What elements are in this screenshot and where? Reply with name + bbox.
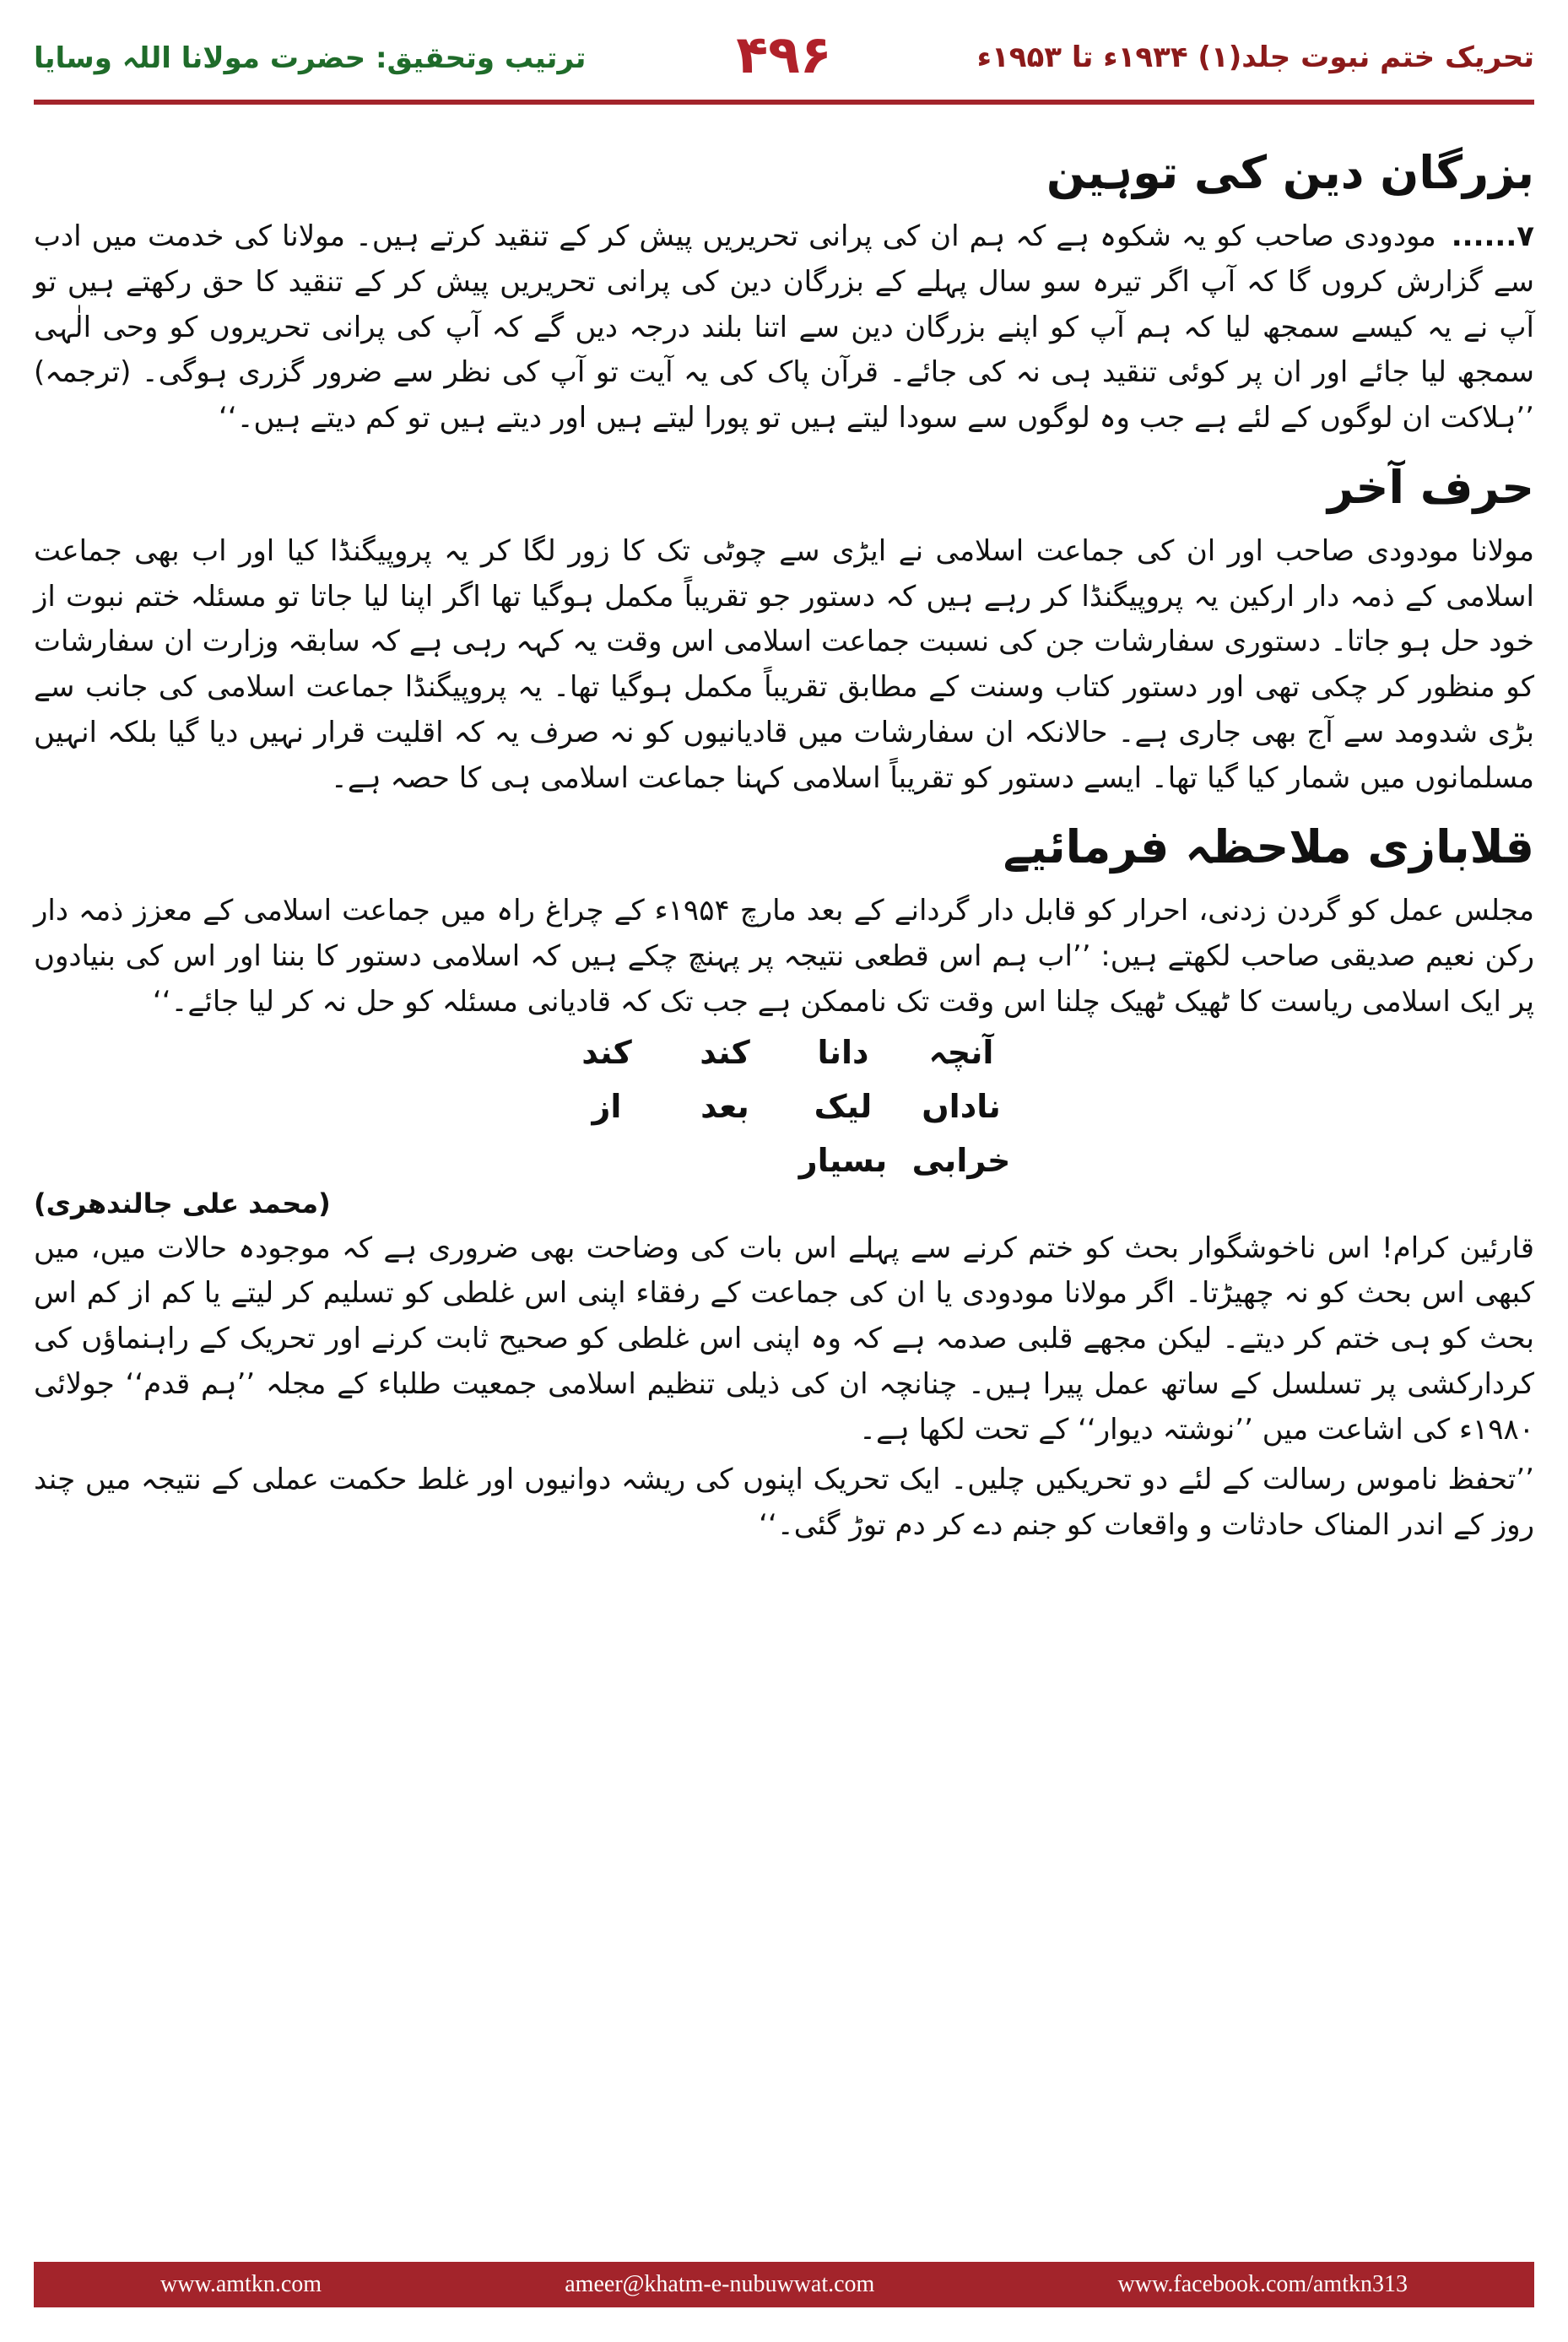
verse-word: کند [581, 1033, 632, 1071]
page-footer [34, 2262, 1534, 2307]
quoted-paragraph: ’’تحفظ ناموس رسالت کے لئے دو تحریکیں چلیں۔ ایک تحریک اپنوں کی ریشہ دوانیوں اور غلط حکمت عملی کے نتیجہ میں چند روز کے اندر المناک حادثات و واقعات کو جنم دے کر دم توڑ گئی۔‘‘ [34, 1463, 1534, 1542]
paragraph: مجلس عمل کو گردن زدنی، احرار کو قابل دار گردانے کے بعد مارچ ۱۹۵۴ء کے چراغ راہ میں جماعت اسلامی کے معزز ذمہ دار رکن نعیم صدیقی صاحب لکھتے ہیں: ’’اب ہم اس قطعی نتیجہ پر پہنچ چکے ہیں کہ اسلامی دستور کا بننا اور اس کی بنیادوں پر ایک اسلامی ریاست کا ٹھیک ٹھیک چلنا اس وقت تک ناممکن ہے جب تک کہ قادیانی مسئلہ کو حل نہ کر لیا جائے۔‘‘ [34, 894, 1534, 1019]
paragraph [34, 214, 1534, 441]
compiler-credit: ترتیب وتحقیق: حضرت مولانا اللہ وسایا [34, 41, 587, 75]
section-heading-somersault: قلابازی ملاحظہ فرمائیے [1003, 820, 1534, 874]
verse-word: بعد [700, 1087, 749, 1125]
verse-word: آنچہ [928, 1033, 994, 1071]
verse-word: دانا [817, 1033, 869, 1071]
footer-email-link[interactable]: ameer@khatm-e-nubuwwat.com [565, 2271, 875, 2297]
paragraph: قارئین کرام! اس ناخوشگوار بحث کو ختم کرنے سے پہلے اس بات کی وضاحت بھی ضروری ہے کہ موجودہ حالات میں، میں کبھی اس بحث کو نہ چھیڑتا۔ اگر مولانا مودودی یا ان کی جماعت کے رفقاء اپنی اس غلطی کو تسلیم کر لیتے یا کم از کم اس بحث کو ہی ختم کر دیتے۔ لیکن مجھے قلبی صدمہ ہے کہ وہ اپنی اس غلطی کو صحیح ثابت کرنے اور تحریک کے راہنماؤں کی کردارکشی پر تسلسل کے ساتھ عمل پیرا ہیں۔ چنانچہ ان کی ذیلی تنظیم اسلامی جمعیت طلباء کے مجلہ ’’ہم قدم‘‘ جولائی ۱۹۸۰ء کی اشاعت میں ’’نوشتہ دیوار‘‘ کے تحت لکھا ہے۔ [34, 1230, 1534, 1447]
page-content [34, 127, 1534, 2211]
section-heading-final-word: حرف آخر [1327, 460, 1534, 514]
paragraph: مولانا مودودی صاحب اور ان کی جماعت اسلامی نے ایڑی سے چوٹی تک کا زور لگا کر یہ پروپیگنڈا کیا اور اب بھی جماعت اسلامی کے ذمہ دار ارکین یہ پروپیگنڈا کر رہے ہیں کہ دستور جو تقریباً مکمل ہوگیا تھا اگر اپنا لیا جاتا تو مسئلہ ختم نبوت از خود حل ہو جاتا۔ دستوری سفارشات جن کی نسبت جماعت اسلامی اس وقت یہ کہہ رہی ہے کہ سابقہ وزارت ان سفارشات کو منظور کر چکی تھی اور دستور کتاب وسنت کے مطابق تقریباً مکمل ہوگیا تھا۔ یہ پروپیگنڈا جماعت اسلامی کی جانب سے بڑی شدومد سے آج بھی جاری ہے۔ حالانکہ ان سفارشات میں قادیانیوں کو نہ صرف یہ کہ اقلیت قرار نہیں دیا گیا بلکہ انہیں مسلمانوں میں شمار کیا گیا تھا۔ ایسے دستور کو تقریباً اسلامی کہنا جماعت اسلامی ہی کا حصہ ہے۔ [34, 533, 1534, 795]
verse-word: ناداں [922, 1087, 1001, 1125]
attribution: (محمد علی جالندھری) [34, 1187, 331, 1220]
header-divider [34, 100, 1534, 105]
footer-website-link[interactable]: www.amtkn.com [160, 2271, 322, 2297]
paragraph-text: مودودی صاحب کو یہ شکوہ ہے کہ ہم ان کی پرانی تحریریں پیش کر کے تنقید کرتے ہیں۔ مولانا کی خدمت میں ادب سے گزارش کروں گا کہ آپ اگر تیرہ سو سال پہلے کے بزرگان دین کی پرانی تحریریں پیش کر کے تنقید کا حق رکھتے ہیں تو آپ نے یہ کیسے سمجھ لیا کہ ہم آپ کو اپنے بزرگان دین سے اتنا بلند درجہ دیں گے کہ آپ کی پرانی تحریروں کو وحی الٰہی سمجھ لیا جائے اور ان پر کوئی تنقید ہی نہ کی جائے۔ قرآن پاک کی یہ آیت تو آپ کی نظر سے ضرور گزری ہوگی۔ (ترجمہ) ’’ہلاکت ان لوگوں کے لئے ہے جب وہ لوگوں سے سودا لیتے ہیں تو پورا لیتے ہیں اور دیتے ہیں تو کم دیتے ہیں۔‘‘ [34, 219, 1534, 435]
verse-word: لیک [814, 1087, 873, 1125]
page-header [34, 24, 1534, 100]
page-number: ۴۹۶ [736, 24, 832, 85]
section-heading-insult: بزرگان دین کی توہین [1046, 146, 1534, 199]
book-title: تحریک ختم نبوت جلد(۱) ۱۹۳۴ء تا ۱۹۵۳ء [976, 41, 1534, 74]
footer-facebook-link[interactable]: www.facebook.com/amtkn313 [1117, 2271, 1408, 2297]
item-number: ۷...... [1451, 219, 1534, 254]
verse-word: کند [700, 1033, 750, 1071]
persian-verse [34, 1034, 1534, 1179]
verse-word: خرابی [911, 1141, 1011, 1179]
verse-word: از [592, 1087, 622, 1125]
verse-word: بسیار [798, 1141, 888, 1179]
